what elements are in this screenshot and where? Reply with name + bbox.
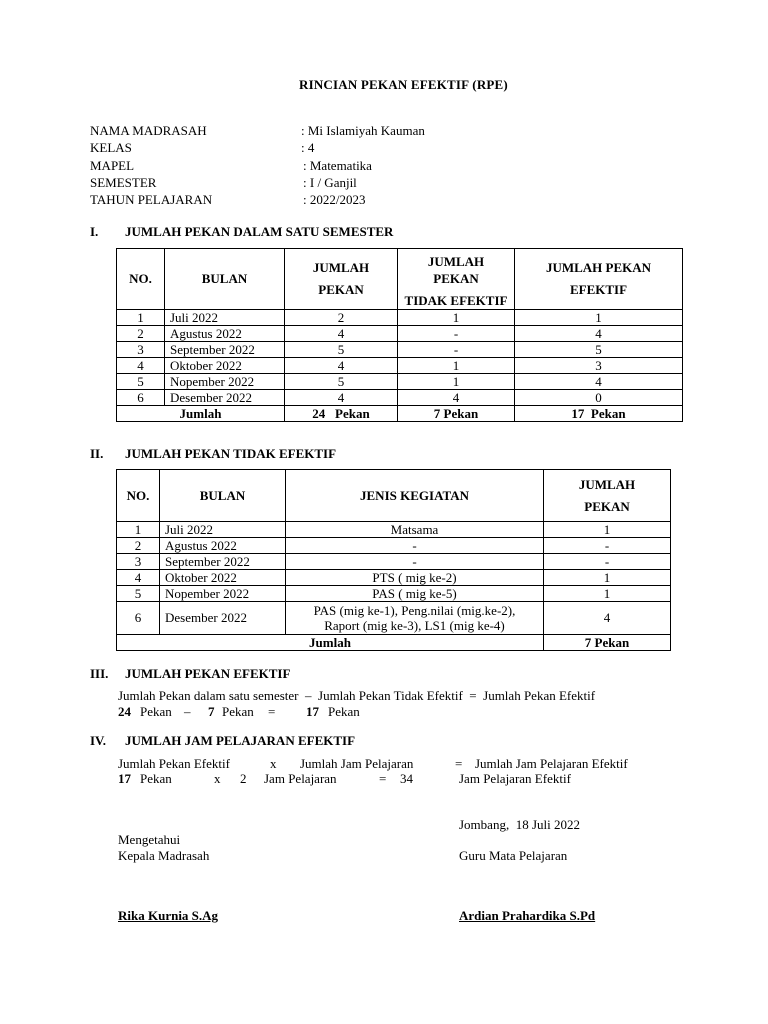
identity-value: : Mi Islamiyah Kauman	[301, 123, 425, 138]
section-number: II.	[90, 446, 104, 461]
formula-term: Jumlah Pekan Efektif	[118, 756, 230, 771]
cell-jumlah: 1	[544, 570, 671, 586]
cell-bulan: Nopember 2022	[160, 586, 286, 602]
signature-left-caption-2: Kepala Madrasah	[118, 848, 210, 863]
section-title: JUMLAH JAM PELAJARAN EFEKTIF	[125, 733, 356, 748]
total-label: Jumlah	[117, 635, 544, 651]
cell-jumlah: 4	[285, 358, 398, 374]
table-row	[117, 586, 671, 602]
cell-bulan: Oktober 2022	[160, 570, 286, 586]
calc-value: 2	[240, 771, 247, 786]
signature-left-name: Rika Kurnia S.Ag	[118, 908, 219, 923]
cell-bulan: Juli 2022	[165, 310, 285, 326]
table-row	[117, 602, 671, 635]
calc-unit: Pekan	[222, 704, 254, 719]
cell-no: 3	[117, 342, 165, 358]
calc-unit: Jam Pelajaran	[264, 771, 337, 786]
header-bulan: BULAN	[160, 470, 286, 522]
header-tidak-efektif: JUMLAH PEKAN TIDAK EFEKTIF	[398, 249, 515, 310]
cell-tidak-efektif: 1	[398, 374, 515, 390]
cell-efektif: 0	[515, 390, 683, 406]
calc-value: 34	[400, 771, 413, 786]
cell-kegiatan: Matsama	[286, 522, 544, 538]
cell-tidak-efektif: 1	[398, 358, 515, 374]
place-date: Jombang, 18 Juli 2022	[459, 817, 580, 832]
section-title: JUMLAH PEKAN TIDAK EFEKTIF	[125, 446, 337, 461]
cell-tidak-efektif: -	[398, 326, 515, 342]
cell-bulan: Juli 2022	[160, 522, 286, 538]
header-jumlah-pekan: JUMLAH PEKAN	[544, 470, 671, 522]
cell-jumlah: -	[544, 554, 671, 570]
identity-value: : 2022/2023	[303, 192, 366, 207]
identity-value: : I / Ganjil	[303, 175, 357, 190]
section-title: JUMLAH PEKAN EFEKTIF	[125, 666, 291, 681]
cell-efektif: 3	[515, 358, 683, 374]
cell-no: 1	[117, 522, 160, 538]
cell-no: 6	[117, 390, 165, 406]
table-row	[117, 570, 671, 586]
header-efektif: JUMLAH PEKAN EFEKTIF	[515, 249, 683, 310]
cell-no: 4	[117, 358, 165, 374]
table-row	[117, 342, 683, 358]
cell-bulan: Nopember 2022	[165, 374, 285, 390]
kegiatan-line-2: Raport (mig ke-3), LS1 (mig ke-4)	[324, 618, 505, 633]
signature-right-caption: Guru Mata Pelajaran	[459, 848, 568, 863]
cell-no: 6	[117, 602, 160, 635]
section-number: IV.	[90, 733, 107, 748]
cell-jumlah: 5	[285, 342, 398, 358]
identity-label: MAPEL	[90, 158, 135, 173]
header-jenis-kegiatan: JENIS KEGIATAN	[286, 470, 544, 522]
calc-unit: Pekan	[140, 704, 172, 719]
cell-kegiatan: -	[286, 538, 544, 554]
table-pekan-tidak-efektif	[116, 469, 671, 651]
kegiatan-line-1: PAS (mig ke-1), Peng.nilai (mig.ke-2),	[313, 603, 516, 618]
cell-bulan: Desember 2022	[165, 390, 285, 406]
section-3-formula: Jumlah Pekan dalam satu semester – Jumlah Pekan Tidak Efektif = Jumlah Pekan Efektif	[118, 688, 596, 703]
section-title: JUMLAH PEKAN DALAM SATU SEMESTER	[125, 224, 394, 239]
cell-no: 1	[117, 310, 165, 326]
cell-jumlah: 1	[544, 586, 671, 602]
table-row	[117, 390, 683, 406]
calc-unit: Pekan	[140, 771, 172, 786]
cell-bulan: Agustus 2022	[165, 326, 285, 342]
cell-no: 5	[117, 374, 165, 390]
header-bulan: BULAN	[165, 249, 285, 310]
cell-efektif: 4	[515, 374, 683, 390]
formula-equals: =	[455, 756, 463, 771]
cell-jumlah: 4	[285, 390, 398, 406]
section-number: I.	[90, 224, 99, 239]
table-pekan-semester	[116, 248, 683, 422]
cell-kegiatan: -	[286, 554, 544, 570]
cell-efektif: 4	[515, 326, 683, 342]
total-jumlah: 7 Pekan	[544, 635, 671, 651]
cell-no: 4	[117, 570, 160, 586]
calc-unit: Jam Pelajaran Efektif	[459, 771, 571, 786]
total-efektif: 17 Pekan	[515, 406, 683, 422]
cell-efektif: 5	[515, 342, 683, 358]
calc-value: 17	[306, 704, 319, 719]
cell-jumlah: 4	[544, 602, 671, 635]
total-jumlah: 24 Pekan	[285, 406, 398, 422]
header-no: NO.	[117, 249, 165, 310]
table-row	[117, 522, 671, 538]
calc-unit: Pekan	[328, 704, 360, 719]
calc-value: 24	[118, 704, 131, 719]
cell-tidak-efektif: -	[398, 342, 515, 358]
cell-bulan: September 2022	[160, 554, 286, 570]
table-header-row	[117, 249, 683, 310]
formula-term: Jumlah Jam Pelajaran	[300, 756, 414, 771]
section-number: III.	[90, 666, 109, 681]
cell-kegiatan	[286, 602, 544, 635]
header-jumlah-pekan: JUMLAH PEKAN	[285, 249, 398, 310]
document-title: RINCIAN PEKAN EFEKTIF (RPE)	[299, 77, 508, 92]
table-total-row	[117, 406, 683, 422]
identity-label: NAMA MADRASAH	[90, 123, 207, 138]
identity-value: : Matematika	[303, 158, 372, 173]
cell-bulan: Oktober 2022	[165, 358, 285, 374]
table-row	[117, 374, 683, 390]
calc-operator: –	[184, 704, 191, 719]
total-label: Jumlah	[117, 406, 285, 422]
cell-efektif: 1	[515, 310, 683, 326]
cell-jumlah: 2	[285, 310, 398, 326]
signature-left-caption-1: Mengetahui	[118, 832, 181, 847]
cell-no: 2	[117, 326, 165, 342]
identity-label: KELAS	[90, 140, 132, 155]
table-total-row	[117, 635, 671, 651]
total-tidak-efektif: 7 Pekan	[398, 406, 515, 422]
identity-label: SEMESTER	[90, 175, 157, 190]
identity-value: : 4	[301, 140, 315, 155]
cell-tidak-efektif: 1	[398, 310, 515, 326]
calc-operator: x	[214, 771, 221, 786]
cell-jumlah: 1	[544, 522, 671, 538]
formula-term: Jumlah Jam Pelajaran Efektif	[475, 756, 628, 771]
cell-no: 5	[117, 586, 160, 602]
table-row	[117, 310, 683, 326]
table-row	[117, 358, 683, 374]
formula-operator: x	[270, 756, 277, 771]
table-row	[117, 326, 683, 342]
cell-kegiatan: PTS ( mig ke-2)	[286, 570, 544, 586]
cell-no: 2	[117, 538, 160, 554]
calc-value: 7	[208, 704, 215, 719]
cell-jumlah: 5	[285, 374, 398, 390]
table-row	[117, 554, 671, 570]
cell-tidak-efektif: 4	[398, 390, 515, 406]
cell-jumlah: -	[544, 538, 671, 554]
signature-right-name: Ardian Prahardika S.Pd	[459, 908, 596, 923]
calc-value: 17	[118, 771, 131, 786]
cell-bulan: Desember 2022	[160, 602, 286, 635]
cell-bulan: September 2022	[165, 342, 285, 358]
identity-label: TAHUN PELAJARAN	[90, 192, 213, 207]
cell-no: 3	[117, 554, 160, 570]
table-header-row	[117, 470, 671, 522]
cell-bulan: Agustus 2022	[160, 538, 286, 554]
cell-jumlah: 4	[285, 326, 398, 342]
calc-equals: =	[379, 771, 387, 786]
cell-kegiatan: PAS ( mig ke-5)	[286, 586, 544, 602]
header-no: NO.	[117, 470, 160, 522]
calc-equals: =	[268, 704, 276, 719]
table-row	[117, 538, 671, 554]
